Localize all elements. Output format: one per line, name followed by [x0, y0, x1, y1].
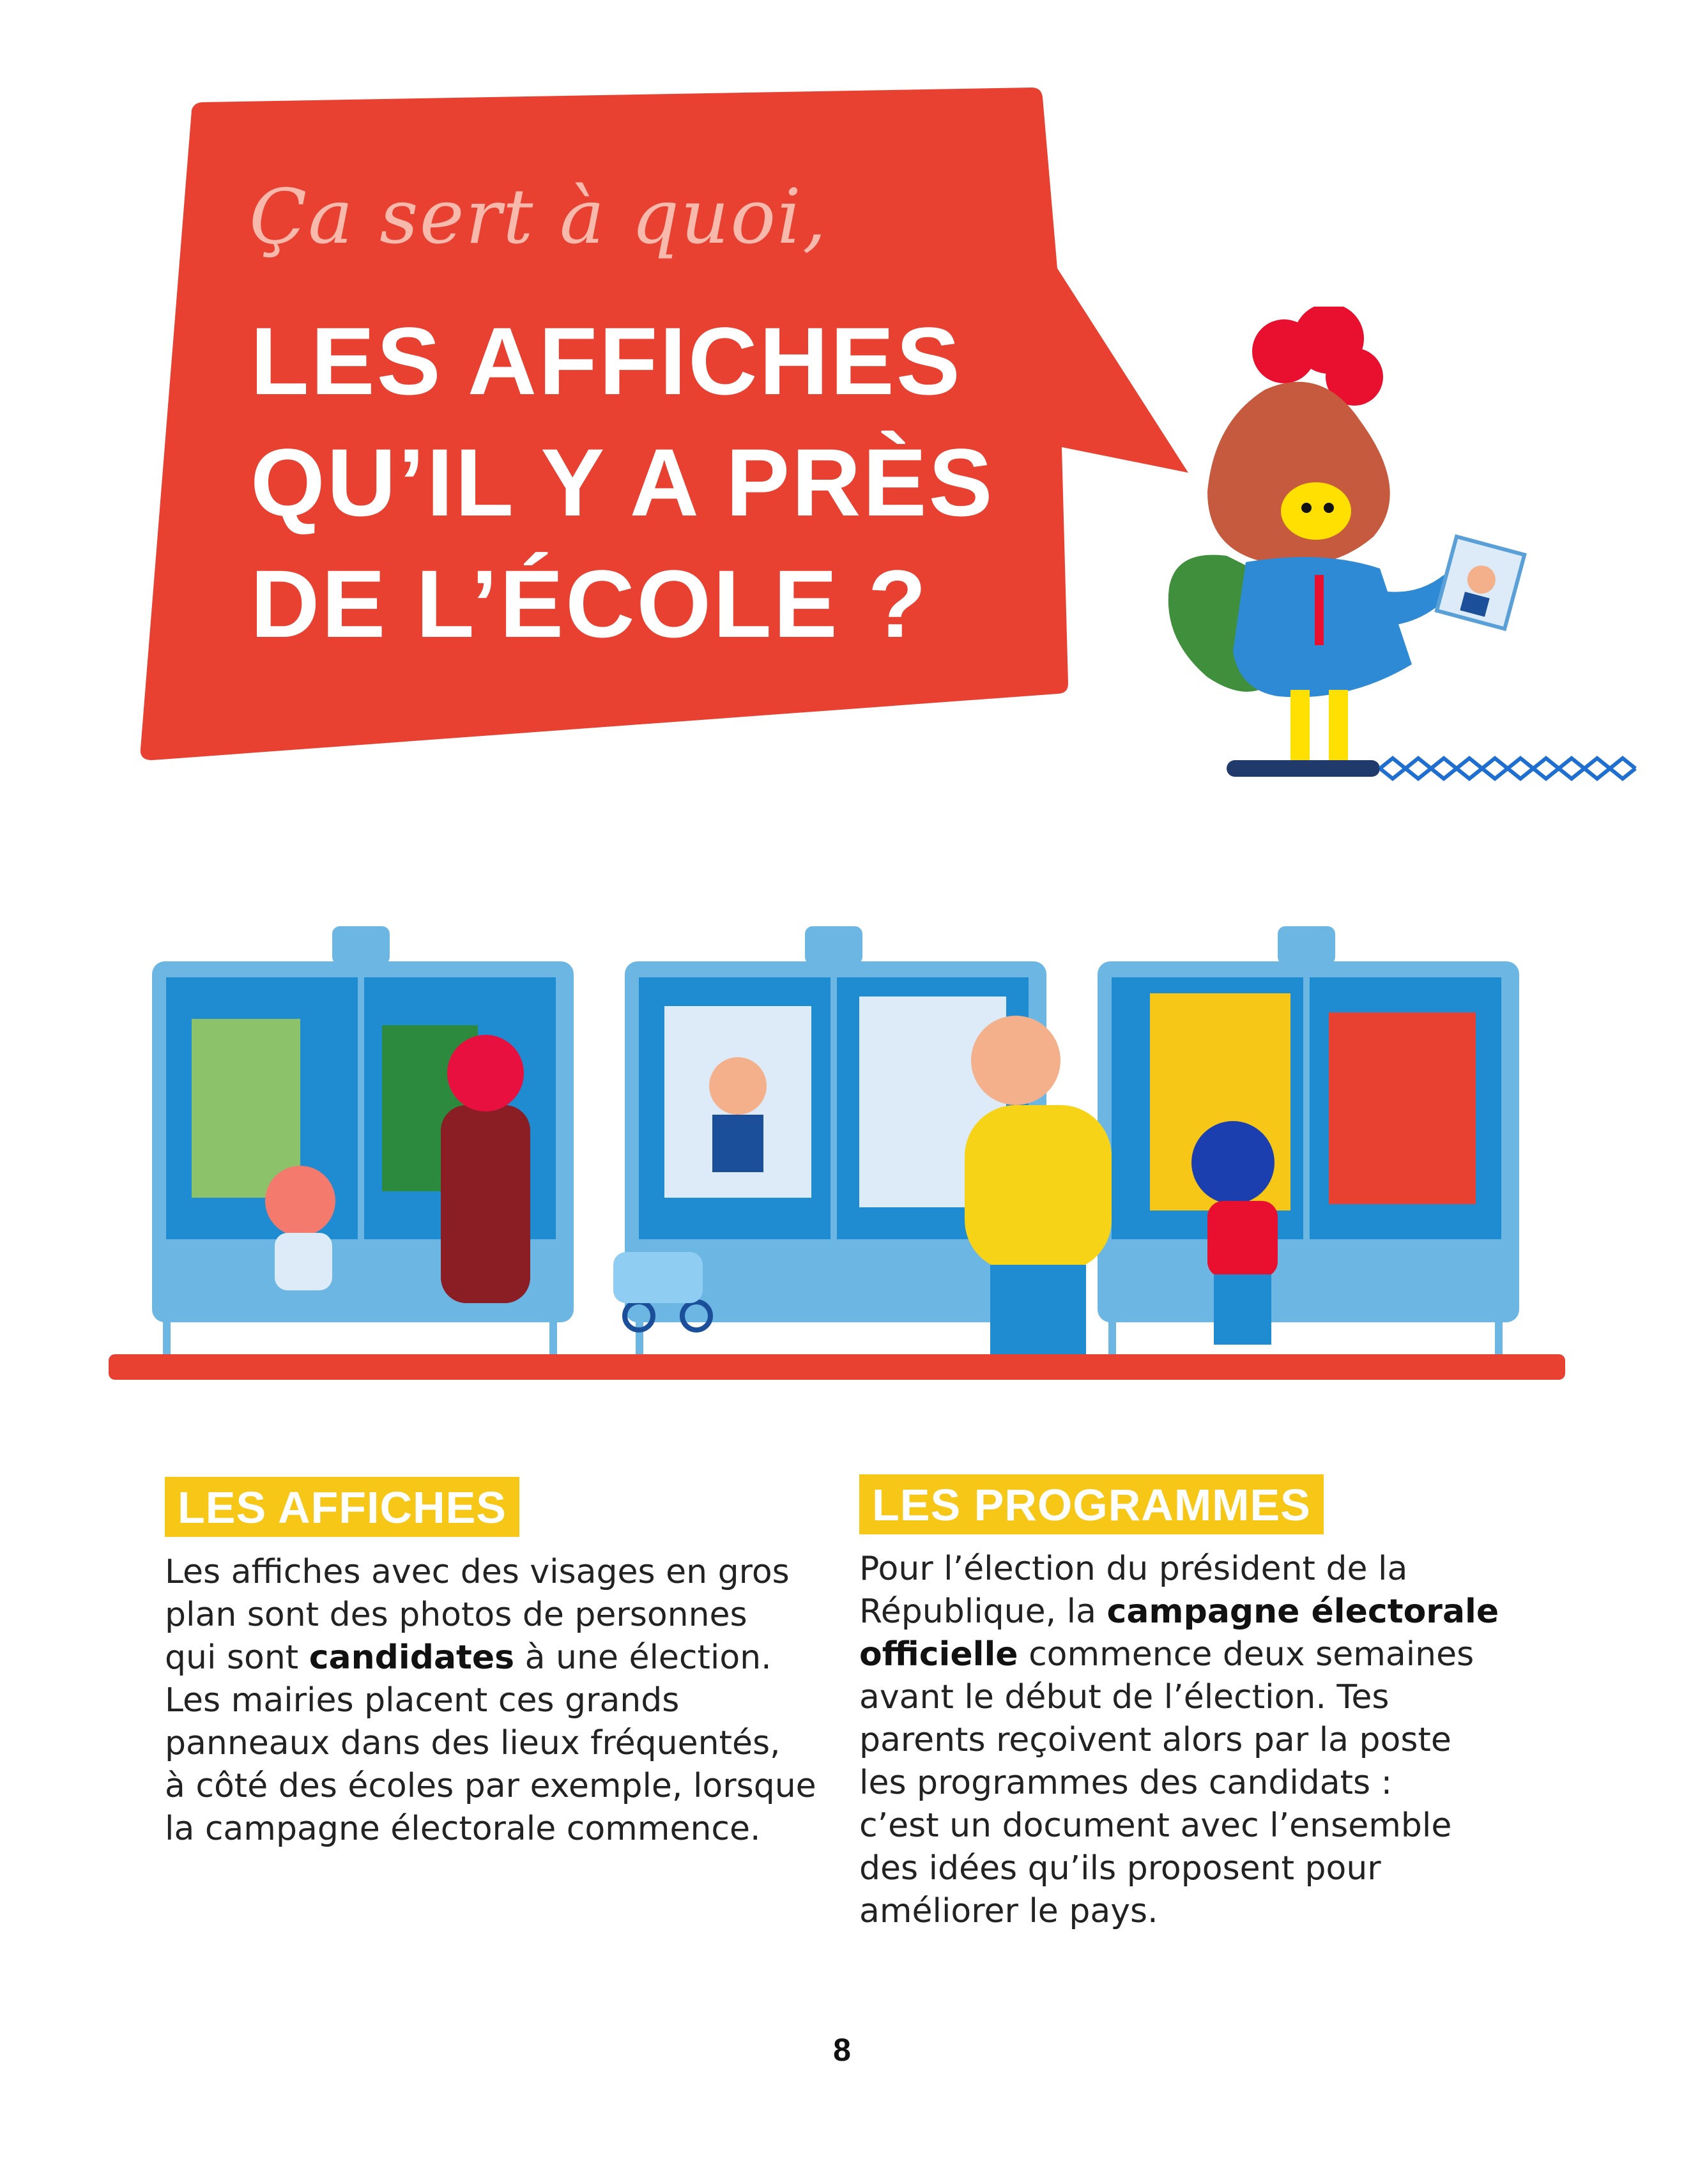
text-line	[859, 1847, 1536, 1890]
text-line	[165, 1594, 842, 1637]
text-run: des idées qu’ils proposent pour	[859, 1849, 1381, 1888]
text-line	[859, 1890, 1536, 1933]
text-line	[859, 1805, 1536, 1847]
text-line	[165, 1637, 842, 1679]
text-line	[859, 1591, 1536, 1633]
election-boards-street-scene	[109, 913, 1565, 1412]
text-run: Les mairies placent ces grands	[165, 1681, 680, 1720]
text-run: améliorer le pays.	[859, 1892, 1158, 1930]
page-number: 8	[833, 2032, 851, 2068]
election-board-3	[1098, 926, 1519, 1354]
bold-text: officielle	[859, 1635, 1018, 1674]
text-run: Les affiches avec des visages en gros	[165, 1553, 790, 1591]
text-line	[859, 1633, 1536, 1676]
text-run: qui sont	[165, 1638, 309, 1677]
text-line	[859, 1762, 1536, 1805]
bold-text: candidates	[309, 1638, 515, 1677]
section-text-les-programmes	[859, 1548, 1536, 1933]
text-run: parents reçoivent alors par la poste	[859, 1721, 1451, 1759]
text-line	[165, 1679, 842, 1722]
title-script-line: Ça sert à quoi,	[249, 172, 828, 261]
title-line-1: LES AFFICHES	[250, 307, 962, 415]
text-run: la campagne électorale commence.	[165, 1810, 761, 1848]
bold-text: campagne électorale	[1106, 1592, 1499, 1631]
text-run: à une élection.	[514, 1638, 772, 1677]
text-run: République, la	[859, 1592, 1107, 1631]
text-run: c’est un document avec l’ensemble	[859, 1806, 1452, 1845]
text-run: avant le début de l’élection. Tes	[859, 1678, 1389, 1716]
text-run: commence deux semaines	[1018, 1635, 1474, 1674]
title-line-2: QU’IL Y A PRÈS	[250, 429, 995, 536]
title-line-3: DE L’ÉCOLE ?	[250, 550, 929, 657]
text-run: les programmes des candidats :	[859, 1764, 1393, 1802]
section-heading-les-programmes: LES PROGRAMMES	[859, 1474, 1324, 1534]
rooster-mascot-illustration	[1137, 307, 1684, 818]
text-line	[165, 1722, 842, 1765]
text-line	[165, 1551, 842, 1594]
text-line	[859, 1719, 1536, 1762]
text-run: panneaux dans des lieux fréquentés,	[165, 1724, 781, 1762]
text-line	[859, 1676, 1536, 1719]
text-run: plan sont des photos de personnes	[165, 1596, 747, 1634]
text-line	[165, 1765, 842, 1808]
text-line	[165, 1808, 842, 1851]
text-run: à côté des écoles par exemple, lorsque	[165, 1767, 816, 1805]
text-line	[859, 1548, 1536, 1591]
text-run: Pour l’élection du président de la	[859, 1550, 1408, 1588]
section-text-les-affiches	[165, 1551, 842, 1851]
section-heading-les-affiches: LES AFFICHES	[165, 1477, 519, 1537]
